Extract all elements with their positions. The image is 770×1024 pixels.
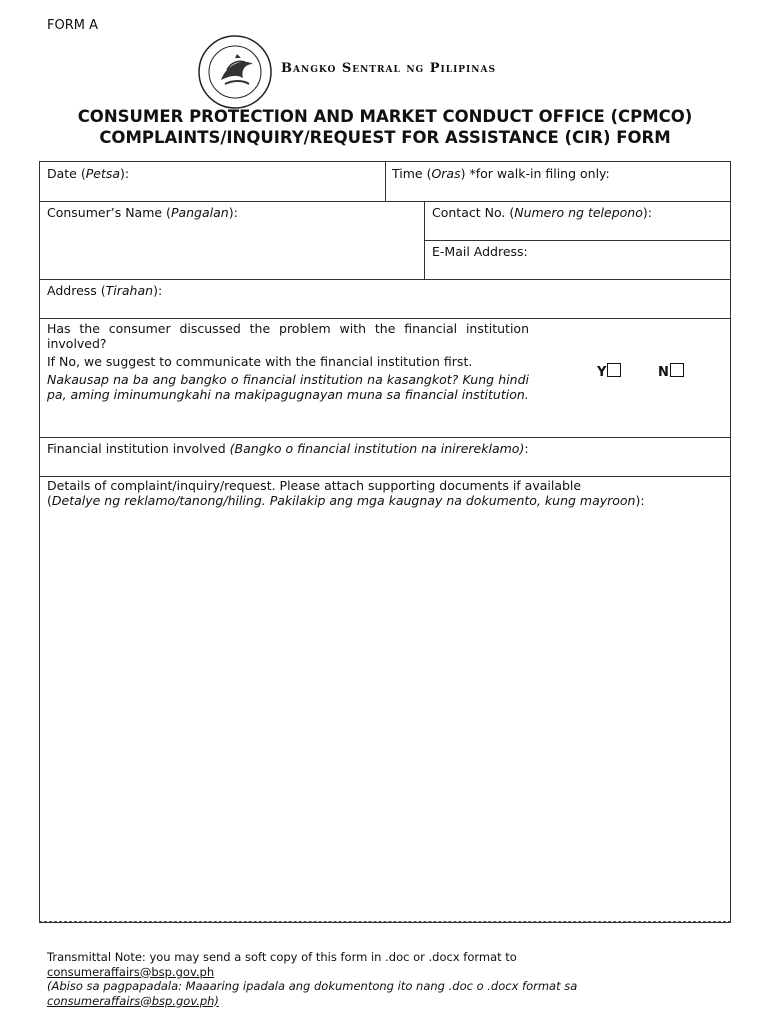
form-title-line1: CONSUMER PROTECTION AND MARKET CONDUCT OFFICE (CPMCO) [77,107,693,126]
institution-field[interactable]: Financial institution involved (Bangko o financial institution na inirereklamo): [47,441,529,456]
address-field[interactable]: Address (Tirahan): [47,283,163,298]
cir-form-table [39,161,731,923]
divider [424,240,730,241]
transmittal-note: Transmittal Note: you may send a soft copy of this form in .doc or .docx format to consumeraffairs@bsp.gov.ph (Abiso sa pagpapadala: Maaaring ipadala ang dokumentong ito nang .doc o .docx format sa consumeraffairs@bsp.gov.ph) [47,950,578,1008]
email-link-italic[interactable]: consumeraffairs@bsp.gov.ph) [47,993,219,1008]
email-link[interactable]: consumeraffairs@bsp.gov.ph [47,964,215,979]
form-title-line2: COMPLAINTS/INQUIRY/REQUEST FOR ASSISTANCE (CIR) FORM [99,128,671,147]
bank-name: Bangko Sentral ng Pilipinas [281,61,496,76]
no-checkbox[interactable]: N [658,363,684,380]
bsp-seal-logo [197,34,273,110]
contact-number-field[interactable]: Contact No. (Numero ng telepono): [432,205,652,220]
details-field[interactable]: Details of complaint/inquiry/request. Please attach supporting documents if available (Detalye ng reklamo/tanong/hiling. Pakilakip ang mga kaugnay na dokumento, kung mayroon): [47,478,645,508]
yes-checkbox[interactable]: Y [597,363,621,380]
checkbox-icon [670,363,684,377]
discussed-question: Has the consumer discussed the problem with the financial institution involved? If No, we suggest to communicate with the financial institution first. Nakausap na ba ang bangko o financial institution na kasangkot? Kung hindi pa, aming iminumungkahi na makipagugnayan muna sa financial institution. [47,321,529,402]
date-field[interactable]: Date (Petsa): [47,166,130,181]
form-label: FORM A [47,18,98,33]
form-bottom-border [39,921,731,922]
row-discussed [40,319,730,438]
time-field[interactable]: Time (Oras) *for walk-in filing only: [392,166,610,181]
consumer-name-field[interactable]: Consumer’s Name (Pangalan): [47,205,238,220]
row-date-time [40,162,730,202]
divider [385,162,386,202]
email-field[interactable]: E-Mail Address: [432,244,528,259]
row-institution [40,438,730,477]
checkbox-icon [607,363,621,377]
row-address [40,280,730,319]
row-name-contact [40,202,730,280]
